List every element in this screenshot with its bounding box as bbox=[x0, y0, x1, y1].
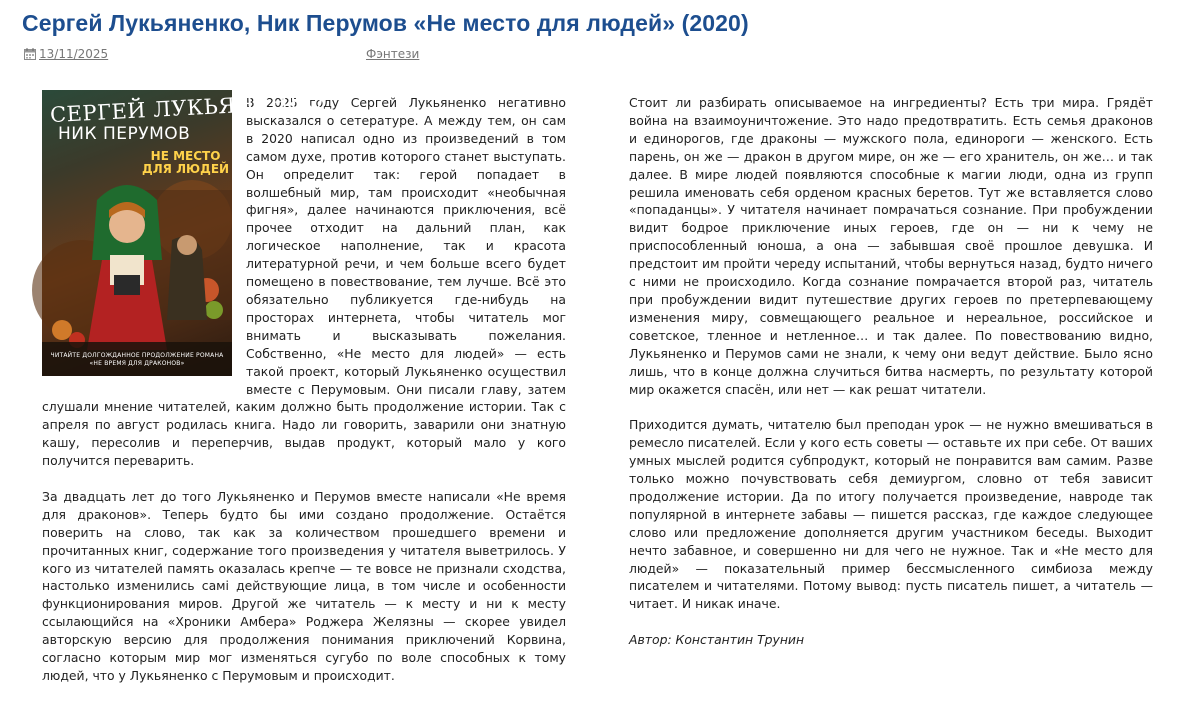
cover-title-line-1: НЕ МЕСТО bbox=[150, 149, 221, 163]
cover-title-line-2: ДЛЯ ЛЮДЕЙ bbox=[142, 162, 230, 176]
post-category bbox=[366, 47, 419, 61]
post-date bbox=[24, 47, 108, 61]
paragraph-4: Приходится думать, читателю был преподан урок — не нужно вмешиваться в ремесло писателей. Если у кого есть советы — оставьте их при себе. От ваших умных мыслей родится субпродукт, который не понравится вам самим. Разве только можно почувствовать себя демиургом, словно от тебя зависит продолжение истории. Да по итогу получается произведение, навроде так популярной в интернете забавы — пишется рассказ, где каждое следующее слово или предложение дополняется другим участником беседы. Выходит нечто забавное, и совершенно ни для чего не нужное. Так и «Не место для людей» — показательный пример бессмысленного симбиоза между писателем и читателями. Потому вывод: пусть писатель пишет, а читатель — читает. И никак иначе. bbox=[629, 417, 1153, 612]
cover-author-1: СЕРГЕЙ ЛУКЬЯНЕНКО bbox=[49, 88, 325, 128]
review-author: Автор: Константин Трунин bbox=[629, 632, 805, 648]
cover-tagline bbox=[42, 352, 232, 368]
date-link[interactable]: 13/11/2025 bbox=[39, 47, 109, 61]
cover-author-2: НИК ПЕРУМОВ bbox=[58, 124, 191, 144]
article-title: Сергей Лукьяненко, Ник Перумов «Не место для людей» (2020) bbox=[22, 10, 749, 36]
category-link[interactable]: Фэнтези bbox=[366, 47, 420, 61]
cover-tagline-line-2: «НЕ ВРЕМЯ ДЛЯ ДРАКОНОВ» bbox=[89, 360, 185, 367]
book-cover-image bbox=[42, 88, 325, 376]
article-left-column bbox=[42, 88, 566, 703]
calendar-icon bbox=[24, 48, 36, 60]
cover-tagline-line-1: ЧИТАЙТЕ ДОЛГОЖДАННОЕ ПРОДОЛЖЕНИЕ РОМАНА bbox=[50, 352, 224, 359]
article-right-column bbox=[629, 94, 1153, 667]
paragraph-2: За двадцать лет до того Лукьяненко и Перумов вместе написали «Не время для драконов». Теперь будто бы ими создано продолжение. Остаётся поверить на слово, так как за количеством прошедшего времени и прочитанных книг, содержание того произведения у читателя выветрилось. У кого из читателей память оказалась крепче — те вовсе не признали сходства, настолько изменились самi действующие лица, в том числе и особенности функционирования миров. Другой же читатель — к месту и ни к месту ссылающийся на «Хроники Амбера» Роджера Желязны — скорее увидел авторскую версию для продолжения понимания приключений Корвина, согласно которым мир мог изменяться сугубо по воле способных к тому людей, что у Лукьяненко с Перумовым и происходит. bbox=[42, 488, 566, 683]
cover-title bbox=[142, 150, 229, 176]
paragraph-1: В 2025 году Сергей Лукьяненко негативно высказался о сетературе. А между тем, он сам в 2020 написал одно из произведений в том самом духе, против которого станет выступать. Он определит так: герой попадает в волшебный мир, там происходит «необычная фигня», далее начинаются приключения, всё прочее отходит на дальний план, как логическое наполнение, так и красота литературной речи, и чем больше всего будет помещено в повествование, тем лучше. Всё это обязательно публикуется где-нибудь на просторах интернета, чтобы читатель мог внимать и высказывать пожелания. Собственно, «Не место для людей» — есть такой проект, который Лукьяненко осуществил вместе с Перумовым. Они писали главу, затем слушали мнение читателей, каким должно быть продолжение истории. Так с апреля по август родилась книга. Надо ли говорить, заварили они знатную кашу, пересолив и переперчив, выдав продукт, который мало у кого получится переварить. bbox=[42, 95, 566, 469]
paragraph-3: Стоит ли разбирать описываемое на ингредиенты? Есть три мира. Грядёт война на взаимоуничтожение. Это надо предотвратить. Есть семья драконов и единорогов, где драконы — мужского пола, единороги — женского. Есть парень, он же — дракон в другом мире, он же — его хранитель, он же… и так далее. В мире людей появляются способные к магии люди, одна из групп решила именовать себя орденом красных беретов. Тут же вставляется слово «попаданцы». У читателя начинает помрачаться сознание. При пробуждении видит бодрое приключение иных героев, где он — ни к чему не приспособленный юноша, а она — забывшая своё прошлое девушка. И предстоит им пройти череду испытаний, чтобы вернуться назад, будто ничего с ними не происходило. Когда сознание помрачается второй раз, читатель при пробуждении видит путешествие других героев по претерпевающему изменения миру, совмещающего реальное и нереальное, российское и советское, тленное и нетленное… и так далее. По повествованию видно, Лукьяненко и Перумов сами не знали, к чему они ведут действие. Было ясно лишь, что в конце должна случиться битва насмерть, по результату которой мир окажется спасён, или нет — как решат читатели. bbox=[629, 95, 1153, 397]
